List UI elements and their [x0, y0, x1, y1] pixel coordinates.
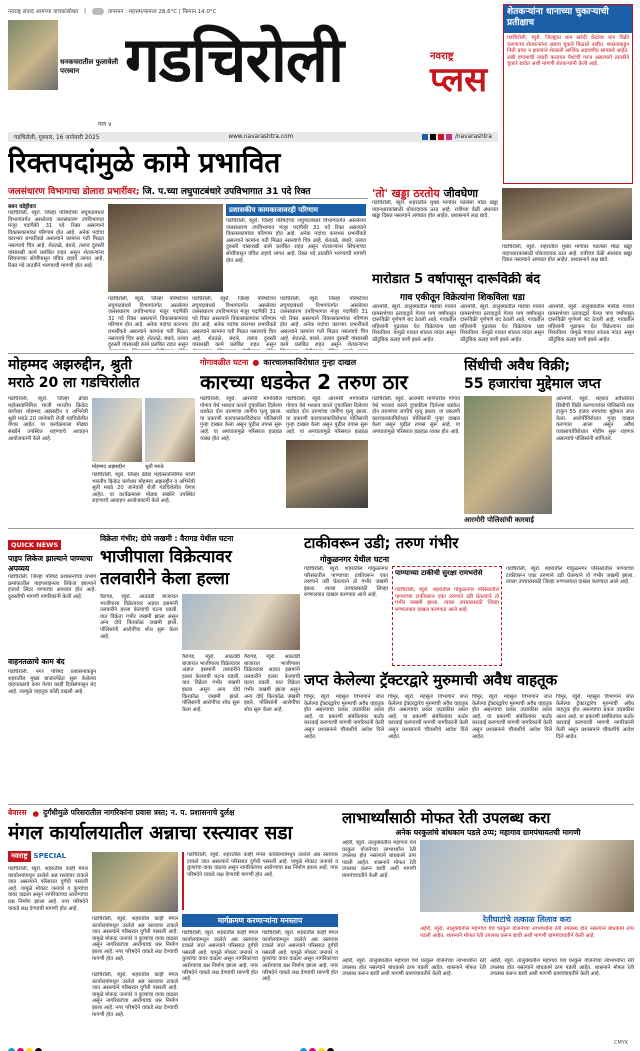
- bewaras-strip: बेवारस ● दुर्गंधीमुळे परिसरातील नागरिकांना प्रवास त्रस्त; न. प. प्रशासनाचे दुर्लक्ष: [8, 808, 235, 818]
- labh-body-4: अहेरी, ब्युरो. तालुक्यातील महागाव येथे घरकुल योजनेच्या लाभार्थ्यांना रेती उपलब्ध होत नसल्याने बांधकामे ठप्प पडली आहेत. शासनाने मोफत रेती उपलब्ध करून द्यावी अशी मागणी ग्रामपंचायतीने केली आहे.: [490, 958, 634, 978]
- special-brand: नवराष्ट्र: [8, 851, 31, 862]
- special-badge: [8, 850, 66, 862]
- right-box: [503, 4, 633, 184]
- instagram-icon[interactable]: [446, 134, 452, 140]
- cricket-body-2: गडचिरोली, ब्युरो. जिल्हा क्रीडा महोत्सवानिमित्त माजी भारतीय क्रिकेट कर्णधार मोहम्मद अझरुद्दीन व अभिनेत्री श्रुती मराठे 20 जानेवारी रोजी गडचिरोलीत येणार आहेत. या कार्यक्रमाला मोठ्या संख्येने उपस्थित राहण्याचे आवाहन आयोजकांनी केले आहे.: [92, 472, 195, 505]
- liquor-headline: मारोडात 5 वर्षापासून दारूविक्री बंद: [372, 272, 541, 287]
- labh-photo: [420, 840, 634, 912]
- tank-body-1: गडचिरोली, ब्युरो. शहरातील गोकुळनगर परिसरातील पाण्याच्या टाकीवरून एका तरुणाने उडी घेतल्याने तो गंभीर जखमी झाला. त्याला उपचारासाठी जिल्हा रुग्णालयात दाखल करण्यात आले आहे.: [304, 566, 388, 599]
- mangal-body-4: गडचिरोली, ब्युरो. शहरातील काही मंगल कार्यालयांमधून उरलेले अन्न रस्त्यावर टाकले जात असल्याने परिसरात दुर्गंधी पसरली आहे. यामुळे मोकाट जनावरे व कुत्र्यांचा वावर वाढला असून नागरिकांच्या आरोग्याचा प्रश्न निर्माण झाला आहे. नगर परिषदेने याकडे लक्ष देण्याची मागणी होत आहे.: [182, 930, 258, 983]
- pothole-headline-b: जीवघेणा: [443, 187, 478, 200]
- liquor-body-2: आरमोरी, ब्युरो. तालुक्यातील मारोडा गावाने ग्रामसभेच्या ठरावाद्वारे गेल्या पाच वर्षांपासून दारूविक्री पूर्णपणे बंद ठेवली आहे. गावातील महिलांनी पुढाकार घेत विक्रेत्यांना धडा शिकविला. यामुळे गावात शांतता नांदत असून कौटुंबिक कलह कमी झाले आहेत.: [460, 304, 544, 343]
- pothole-body: गडचिरोली, ब्युरो. शहरातील मुख्य मार्गावर पडलेला मोठा खड्डा वाहनधारकांसाठी धोकादायक ठरत आहे. रात्रीच्या वेळी अंधारात खड्डा दिसत नसल्याने अपघात होत आहेत. प्रशासनाने लक्ष द्यावे.: [372, 200, 498, 220]
- top-bar: नवराष्ट्र संवाद आमच्या वाचकांसोबत | तापमान : महत्तम/कमाल 28.6°C | किमान 14.0°C: [8, 8, 217, 15]
- labh-body-2: अहेरी, ब्युरो. तालुक्यातील महागाव येथे घरकुल योजनेच्या लाभार्थ्यांना रेती उपलब्ध होत नसल्याने बांधकामे ठप्प पडली आहेत. शासनाने मोफत रेती उपलब्ध करून द्यावी अशी मागणी ग्रामपंचायतीने केली आहे.: [420, 926, 634, 939]
- strip-text: दुर्गंधीमुळे परिसरातील नागरिकांना प्रवास त्रस्त; न. प. प्रशासनाचे दुर्लक्ष: [43, 808, 235, 817]
- cmyk-marks-left: [8, 1040, 44, 1051]
- tank-headline: टाकीवरून उडी; तरुण गंभीर: [304, 534, 459, 552]
- strip-label: बेवारस: [8, 808, 27, 817]
- page-number: पान ४: [98, 121, 112, 128]
- lead-kicker: जलसंधारण विभागाचा डोलारा प्रभारींवर;: [8, 187, 140, 197]
- right-box-title: शेतकऱ्यांना धानाच्या चुकाऱ्याची प्रतीक्षाच: [504, 5, 632, 33]
- weather-readout: तापमान : महत्तम/कमाल 28.6°C | किमान 14.0°C: [107, 9, 217, 15]
- dateline-bar: [8, 132, 498, 142]
- mangal-photo: [92, 852, 178, 912]
- masthead-title: गडचिरोली: [125, 23, 344, 96]
- labh-body-3: अहेरी, ब्युरो. तालुक्यातील महागाव येथे घरकुल योजनेच्या लाभार्थ्यांना रेती उपलब्ध होत नसल्याने बांधकामे ठप्प पडली आहेत. शासनाने मोफत रेती उपलब्ध करून द्यावी अशी मागणी ग्रामपंचायतीने केली आहे.: [342, 958, 486, 978]
- lead-sub: [8, 184, 368, 197]
- cricket-headline-b: मराठे 20 ला गडचिरोलीत: [8, 375, 140, 391]
- top-tagline: नवराष्ट्र संवाद आमच्या वाचकांसोबत: [8, 9, 79, 15]
- labh-caption: रेतीघाटांचे तत्काळ लिलाव करा: [482, 915, 572, 924]
- lead-headline: रिक्तपदांमुळे कामे प्रभावित: [8, 146, 281, 179]
- cricket-caption-b: श्रुती मराठे: [145, 464, 164, 470]
- crime-body-2: गडचिरोली, ब्युरो. आरमोरी मार्गावरील गोगाव येथे भरधाव कारने दुचाकीला दिलेल्या धडकेत दोन तरुणांचा जागीच मृत्यू झाला. या प्रकरणी कारचालकाविरोधात पोलिसांनी गुन्हा दाखल केला असून पुढील तपास सुरू आहे. या अपघातामुळे परिसरात हळहळ: [286, 396, 368, 435]
- x-icon[interactable]: [430, 134, 436, 140]
- pothole-body-2: गडचिरोली, ब्युरो. शहरातील मुख्य मार्गावर पडलेला मोठा खड्डा वाहनधारकांसाठी धोकादायक ठरत आहे. रात्रीच्या वेळी अंधारात खड्डा दिसत नसल्याने अपघात होत आहेत. प्रशासनाने लक्ष द्यावे.: [502, 244, 632, 264]
- vegetable-headline-b: तलवारीने केला हल्ला: [100, 569, 230, 589]
- labh-headline: लाभार्थ्यांसाठी मोफत रेती उपलब्ध करा: [342, 809, 551, 827]
- header-side-caption: धनकचरातील फुलावेली परस्वान: [60, 58, 119, 75]
- tank-kicker: गोकुळनगर येथील घटना: [320, 555, 390, 564]
- tank-box-body: गडचिरोली, ब्युरो. शहरातील गोकुळनगर परिसरातील पाण्याच्या टाकीवरून एका तरुणाने उडी घेतल्याने तो गंभीर जखमी झाला. त्याला उपचारासाठी जिल्हा रुग्णालयात दाखल करण्यात आले आहे.: [395, 587, 499, 613]
- crime-kicker: गोगावळीत घटना ● कारचालकाविरोधात गुन्हा दाखल: [200, 358, 357, 367]
- lead-byline: बबन वडेट्टीवार: [8, 204, 37, 210]
- vegetable-body-2: वैरागड, ब्युरो. आठवडी बाजारात भाजीपाला विक्रेत्यावर अज्ञात इसमांनी तलवारीने हल्ला केल्याची घटना घडली. यात विक्रेता गंभीर जखमी झाला असून अन्य दोघे किरकोळ जखमी झाले. पोलिसांनी आरोपींचा शोध सुरू केला आहे.: [182, 654, 240, 713]
- special-label: SPECIAL: [33, 852, 67, 860]
- labh-body-1: अहेरी, ब्युरो. तालुक्यातील महागाव येथे घरकुल योजनेच्या लाभार्थ्यांना रेती उपलब्ध होत नसल्याने बांधकामे ठप्प पडली आहेत. शासनाने मोफत रेती उपलब्ध करून द्यावी अशी मागणी ग्रामपंचायतीने केली आहे.: [342, 840, 416, 879]
- mangal-headline: मंगल कार्यालयातील अन्नाचा रस्त्यावर सडा: [8, 822, 293, 844]
- crime-kicker-a: गोगावळीत घटना: [200, 358, 249, 367]
- pothole-photo: [502, 188, 632, 240]
- youtube-icon[interactable]: [438, 134, 444, 140]
- lead-box-title: प्रशासकीय कामकाजावरही परिणाम: [226, 204, 366, 216]
- cricket-headline-a: मोहम्मद अझरुद्दीन, श्रुती: [8, 357, 132, 373]
- crime-body-1: गडचिरोली, ब्युरो. आरमोरी मार्गावरील गोगाव येथे भरधाव कारने दुचाकीला दिलेल्या धडकेत दोन तरुणांचा जागीच मृत्यू झाला. या प्रकरणी कारचालकाविरोधात पोलिसांनी गुन्हा दाखल केला असून पुढील तपास सुरू आहे. या अपघातामुळे परिसरात हळहळ व्यक्त होत आहे.: [200, 396, 282, 442]
- cricket-caption-a: मोहम्मद अझरुद्दीन: [92, 464, 125, 470]
- cricket-photo-b: [145, 398, 195, 462]
- mangal-body-3: गडचिरोली, ब्युरो. शहरातील काही मंगल कार्यालयांमधून उरलेले अन्न रस्त्यावर टाकले जात असल्याने परिसरात दुर्गंधी पसरली आहे. यामुळे मोकाट जनावरे व कुत्र्यांचा वावर वाढला असून नागरिकांच्या आरोग्याचा प्रश्न निर्माण झाला आहे. नगर परिषदेने याकडे लक्ष देण्याची मागणी होत आहे.: [92, 972, 178, 1018]
- lead-box-body: गडचिरोली, ब्युरो. जिल्हा परिषदेच्या लघुपाटबंधारे विभागांतर्गत असलेल्या जलसंधारण उपविभागात मंजूर पदांपैकी 31 पदे रिक्त असल्याने विकासकामांवर परिणाम होत आहे. अनेक पदांचा कारभार प्रभारींकडे असल्याने कामांना गती मिळत नसल्याचे चित्र आहे. शेततळे, बंधारे, तलाव दुरुस्ती यांसारखी कामे प्रलंबित राहत असून शेतकऱ्यांना सिंचनाच्या सोयींपासून वंचित राहावे लागत आहे. रिक्त पदे तातडीने भरण्याची मागणी होत आहे.: [226, 218, 366, 264]
- mangal-body-2: गडचिरोली, ब्युरो. शहरातील काही मंगल कार्यालयांमधून उरलेले अन्न रस्त्यावर टाकले जात असल्याने परिसरात दुर्गंधी पसरली आहे. यामुळे मोकाट जनावरे व कुत्र्यांचा वावर वाढला असून नागरिकांच्या आरोग्याचा प्रश्न निर्माण झाला आहे. नगर परिषदेने याकडे लक्ष देण्याची मागणी होत आहे.: [92, 916, 178, 962]
- lead-body-col3: गडचिरोली, ब्युरो. जिल्हा परिषदेच्या लघुपाटबंधारे विभागांतर्गत असलेल्या जलसंधारण उपविभागात मंजूर पदांपैकी 31 पदे रिक्त असल्याने विकासकामांवर परिणाम होत आहे. अनेक पदांचा कारभार प्रभारींकडे असल्याने कामांना गती मिळत नसल्याचे चित्र आहे. शेततळे, बंधारे, तलाव दुरुस्ती यांसारखी कामे प्रलंबित राहत असून: [192, 296, 276, 349]
- cmyk-marks-center: [300, 1040, 336, 1051]
- lead-body-col2: गडचिरोली, ब्युरो. जिल्हा परिषदेच्या लघुपाटबंधारे विभागांतर्गत असलेल्या जलसंधारण उपविभागात मंजूर पदांपैकी 31 पदे रिक्त असल्याने विकासकामांवर परिणाम होत आहे. अनेक पदांचा कारभार प्रभारींकडे असल्याने कामांना गती मिळत नसल्याचे चित्र आहे. शेततळे, बंधारे, तलाव दुरुस्ती यांसारखी कामे प्रलंबित राहत असून: [108, 296, 188, 349]
- header-side-photo: [8, 20, 58, 90]
- lead-photo: [108, 204, 223, 292]
- murum-body-4: चिमूर, ब्युरो. महसूल विभागाने जप्त केलेल्या ट्रॅक्टरद्वारेच मुरुमाची अवैध वाहतूक होत असल्याचा प्रकार उघडकीस आला आहे. या प्रकरणी संबंधितांवर कठोर कारवाई करण्याची मागणी नागरिकांनी केली असून प्रशासनाने चौकशीचे आदेश दिले आहेत.: [556, 694, 634, 740]
- quick-news: [8, 532, 96, 802]
- sindhi-caption: आरमोरी पोलिसांची कारवाई: [464, 516, 534, 524]
- mangal-body-1: गडचिरोली, ब्युरो. शहरातील काही मंगल कार्यालयांमधून उरलेले अन्न रस्त्यावर टाकले जात असल्याने परिसरात दुर्गंधी पसरली आहे. यामुळे मोकाट जनावरे व कुत्र्यांचा वावर वाढला असून नागरिकांच्या आरोग्याचा प्रश्न निर्माण झाला आहे. नगर परिषदेने याकडे लक्ष देण्याची मागणी होत आहे.: [8, 866, 88, 912]
- lead-body-col4: गडचिरोली, ब्युरो. जिल्हा परिषदेच्या लघुपाटबंधारे विभागांतर्गत असलेल्या जलसंधारण उपविभागात मंजूर पदांपैकी 31 पदे रिक्त असल्याने विकासकामांवर परिणाम होत आहे. अनेक पदांचा कारभार प्रभारींकडे असल्याने कामांना गती मिळत नसल्याचे चित्र आहे. शेततळे, बंधारे, तलाव दुरुस्ती यांसारखी कामे प्रलंबित राहत असून शेतकऱ्यांना: [280, 296, 368, 349]
- murum-headline: जप्त केलेल्या ट्रॅक्टरद्वारे मुरुमाची अवैध वाहतूक: [304, 671, 558, 689]
- right-box-body: गडचिरोली, ब्युरो. जिल्ह्यात धान खरेदी केंद्रांवर धान विक्री करणाऱ्या शेतकऱ्यांना अद्याप चुकारे मिळाले नाहीत. शासनाकडून निधी प्राप्त न झाल्याने शेतकरी आर्थिक अडचणीत सापडले आहेत. रब्बी हंगामाची तयारी करताना पैशांची गरज असल्याने तातडीने चुकारे द्यावेत अशी मागणी शेतकऱ्यांनी केली आहे.: [507, 35, 629, 68]
- murum-body-3: चिमूर, ब्युरो. महसूल विभागाने जप्त केलेल्या ट्रॅक्टरद्वारेच मुरुमाची अवैध वाहतूक होत असल्याचा प्रकार उघडकीस आला आहे. या प्रकरणी संबंधितांवर कठोर कारवाई करण्याची मागणी नागरिकांनी केली असून प्रशासनाने चौकशीचे आदेश दिले आहेत.: [472, 694, 552, 740]
- vegetable-kicker: विक्रेता गंभीर; दोघे जखमी : वैरागड येथील घटना: [100, 534, 234, 543]
- sindhi-photo: [464, 396, 552, 514]
- tank-box: [392, 566, 502, 666]
- quick-news-title-2: वाहनतळाचे काम बंद: [8, 657, 65, 666]
- sindhi-headline-a: सिंधीची अवैध विक्री;: [464, 358, 571, 374]
- cmyk-label: CMYK: [614, 1040, 629, 1046]
- brand-bottom: प्लस: [430, 60, 488, 100]
- website[interactable]: www.navarashtra.com: [228, 134, 294, 140]
- crime-photo: [286, 440, 368, 508]
- murum-body-2: चिमूर, ब्युरो. महसूल विभागाने जप्त केलेल्या ट्रॅक्टरद्वारेच मुरुमाची अवैध वाहतूक होत असल्याचा प्रकार उघडकीस आला आहे. या प्रकरणी संबंधितांवर कठोर कारवाई करण्याची मागणी नागरिकांनी केली असून प्रशासनाने चौकशीचे आदेश दिले आहेत.: [388, 694, 468, 740]
- vegetable-photo: [182, 594, 300, 650]
- cloud-icon: [92, 8, 104, 15]
- quick-news-body-2: गडचिरोली. नगर परिषद प्रशासनाकडून शहरातील मुख्य बाजारपेठेत सुरू केलेल्या वाहनतळाचे काम गेल्या काही दिवसांपासून बंद आहे. त्यामुळे वाहतूक कोंडी वाढली आहे.: [8, 669, 96, 695]
- mangal-body-5: गडचिरोली, ब्युरो. शहरातील काही मंगल कार्यालयांमधून उरलेले अन्न रस्त्यावर टाकले जात असल्याने परिसरात दुर्गंधी पसरली आहे. यामुळे मोकाट जनावरे व कुत्र्यांचा वावर वाढला असून नागरिकांच्या आरोग्याचा प्रश्न निर्माण झाला आहे. नगर परिषदेने याकडे लक्ष देण्याची मागणी होत आहे.: [262, 930, 338, 983]
- pothole-headline: [372, 186, 498, 201]
- liquor-body-3: आरमोरी, ब्युरो. तालुक्यातील मारोडा गावाने ग्रामसभेच्या ठरावाद्वारे गेल्या पाच वर्षांपासून दारूविक्री पूर्णपणे बंद ठेवली आहे. गावातील महिलांनी पुढाकार घेत विक्रेत्यांना धडा शिकविला. यामुळे गावात शांतता नांदत असून कौटुंबिक कलह कमी झाले आहेत.: [548, 304, 634, 343]
- mangal-box-title: मार्गक्रमण करणाऱ्यांना मनस्ताप: [182, 914, 338, 927]
- sindhi-headline-b: 55 हजारांचा मुद्देमाल जप्त: [464, 376, 601, 392]
- quick-news-title-1: पाइप लिकेज झाल्याने पाण्याचा अपव्यय: [8, 554, 93, 573]
- crime-kicker-b: कारचालकाविरोधात गुन्हा दाखल: [263, 358, 357, 367]
- brand-badge: [430, 48, 500, 100]
- crime-headline: कारच्या धडकेत 2 तरुण ठार: [200, 370, 408, 394]
- lead-subhead: जि. प.च्या लघुपाटबंधारे उपविभागात 31 पदे रिक्त: [142, 187, 311, 197]
- cricket-photo-a: [92, 398, 142, 462]
- murum-body-1: चिमूर, ब्युरो. महसूल विभागाने जप्त केलेल्या ट्रॅक्टरद्वारेच मुरुमाची अवैध वाहतूक होत असल्याचा प्रकार उघडकीस आला आहे. या प्रकरणी संबंधितांवर कठोर कारवाई करण्याची मागणी नागरिकांनी केली असून प्रशासनाने चौकशीचे आदेश दिले आहेत.: [304, 694, 384, 740]
- vegetable-headline-a: भाजीपाला विक्रेत्यावर: [100, 547, 232, 567]
- quick-news-label: QUICK NEWS: [8, 540, 61, 550]
- labh-subhead: अनेक घरकुलांचे बांधकाम पडले ठप्प; महागाव ग्रामपंचायतची मागणी: [395, 828, 581, 837]
- social-handle[interactable]: /navarashtra: [454, 134, 492, 140]
- liquor-body-1: आरमोरी, ब्युरो. तालुक्यातील मारोडा गावाने ग्रामसभेच्या ठरावाद्वारे गेल्या पाच वर्षांपासून दारूविक्री पूर्णपणे बंद ठेवली आहे. गावातील महिलांनी पुढाकार घेत विक्रेत्यांना धडा शिकविला. यामुळे गावात शांतता नांदत असून कौटुंबिक कलह कमी झाले आहेत.: [372, 304, 456, 343]
- dateline: गडचिरोली, गुरुवार, 16 जानेवारी 2025: [14, 135, 100, 141]
- tank-box-title: पाण्याच्या टाकीची सुरक्षा रामभरोसे: [395, 569, 483, 577]
- mangal-quote: गडचिरोली, ब्युरो. शहरातील काही मंगल कार्यालयांमधून उरलेले अन्न रस्त्यावर टाकले जात असल्याने परिसरात दुर्गंधी पसरली आहे. यामुळे मोकाट जनावरे व कुत्र्यांचा वावर वाढला असून नागरिकांच्या आरोग्याचा प्रश्न निर्माण झाला आहे. नगर परिषदेने याकडे लक्ष देण्याची मागणी होत आहे.: [182, 852, 338, 910]
- vegetable-body-1: वैरागड, ब्युरो. आठवडी बाजारात भाजीपाला विक्रेत्यावर अज्ञात इसमांनी तलवारीने हल्ला केल्याची घटना घडली. यात विक्रेता गंभीर जखमी झाला असून अन्य दोघे किरकोळ जखमी झाले. पोलिसांनी आरोपींचा शोध सुरू केला आहे.: [100, 594, 178, 640]
- facebook-icon[interactable]: [422, 134, 428, 140]
- tank-body-2: गडचिरोली, ब्युरो. शहरातील गोकुळनगर परिसरातील पाण्याच्या टाकीवरून एका तरुणाने उडी घेतल्याने तो गंभीर जखमी झाला. त्याला उपचारासाठी जिल्हा रुग्णालयात दाखल करण्यात आले आहे.: [506, 566, 634, 586]
- pothole-headline-a: 'तो' खड्डा ठरतोय: [372, 187, 440, 200]
- vegetable-body-3: वैरागड, ब्युरो. आठवडी बाजारात भाजीपाला विक्रेत्यावर अज्ञात इसमांनी तलवारीने हल्ला केल्याची घटना घडली. यात विक्रेता गंभीर जखमी झाला असून अन्य दोघे किरकोळ जखमी झाले. पोलिसांनी आरोपींचा शोध सुरू केला आहे.: [244, 654, 300, 713]
- quick-news-body-1: गडचिरोली. जिल्हा परिषद प्रशासनाच्या प्रभाग क्रमांकातील पाइपलाइनला लिकेज झाल्याने हजारो लिटर पाण्याचा अपव्यय होत आहे. दुरुस्तीची मागणी नागरिकांनी केली आहे.: [8, 574, 96, 600]
- sindhi-body: आरमोरी, ब्युरो. शहरात अवैधरीत्या सिंधीची विक्री करणाऱ्यांवर पोलिसांनी धाड टाकून 55 हजार रुपयांचा मुद्देमाल जप्त केला. आरोपींविरोधात गुन्हा दाखल करण्यात आला असून अवैध व्यवसायांविरोधात मोहीम सुरू राहणार असल्याचे पोलिसांनी सांगितले.: [556, 396, 634, 442]
- social-icons: [422, 134, 492, 140]
- liquor-subhead: गाव एकीतून विक्रेत्यांना शिकविला धडा: [400, 293, 525, 303]
- lead-body-col1: गडचिरोली, ब्युरो. जिल्हा परिषदेच्या लघुपाटबंधारे विभागांतर्गत असलेल्या जलसंधारण उपविभागात मंजूर पदांपैकी 31 पदे रिक्त असल्याने विकासकामांवर परिणाम होत आहे. अनेक पदांचा कारभार प्रभारींकडे असल्याने कामांना गती मिळत नसल्याचे चित्र आहे. शेततळे, बंधारे, तलाव दुरुस्ती यांसारखी कामे प्रलंबित राहत असून शेतकऱ्यांना सिंचनाच्या सोयींपासून वंचित राहावे लागत आहे. रिक्त पदे तातडीने भरण्याची मागणी होत आहे.: [8, 210, 104, 269]
- crime-body-3: गडचिरोली, ब्युरो. आरमोरी मार्गावरील गोगाव येथे भरधाव कारने दुचाकीला दिलेल्या धडकेत दोन तरुणांचा जागीच मृत्यू झाला. या प्रकरणी कारचालकाविरोधात पोलिसांनी गुन्हा दाखल केला असून पुढील तपास सुरू आहे. या अपघातामुळे परिसरात हळहळ व्यक्त होत आहे.: [372, 396, 460, 435]
- cricket-body: गडचिरोली, ब्युरो. जिल्हा क्रीडा महोत्सवानिमित्त माजी भारतीय क्रिकेट कर्णधार मोहम्मद अझरुद्दीन व अभिनेत्री श्रुती मराठे 20 जानेवारी रोजी गडचिरोलीत येणार आहेत. या कार्यक्रमाला मोठ्या संख्येने उपस्थित राहण्याचे आवाहन आयोजकांनी केले आहे.: [8, 396, 88, 442]
- brand-top: नवराष्ट्र: [430, 51, 454, 62]
